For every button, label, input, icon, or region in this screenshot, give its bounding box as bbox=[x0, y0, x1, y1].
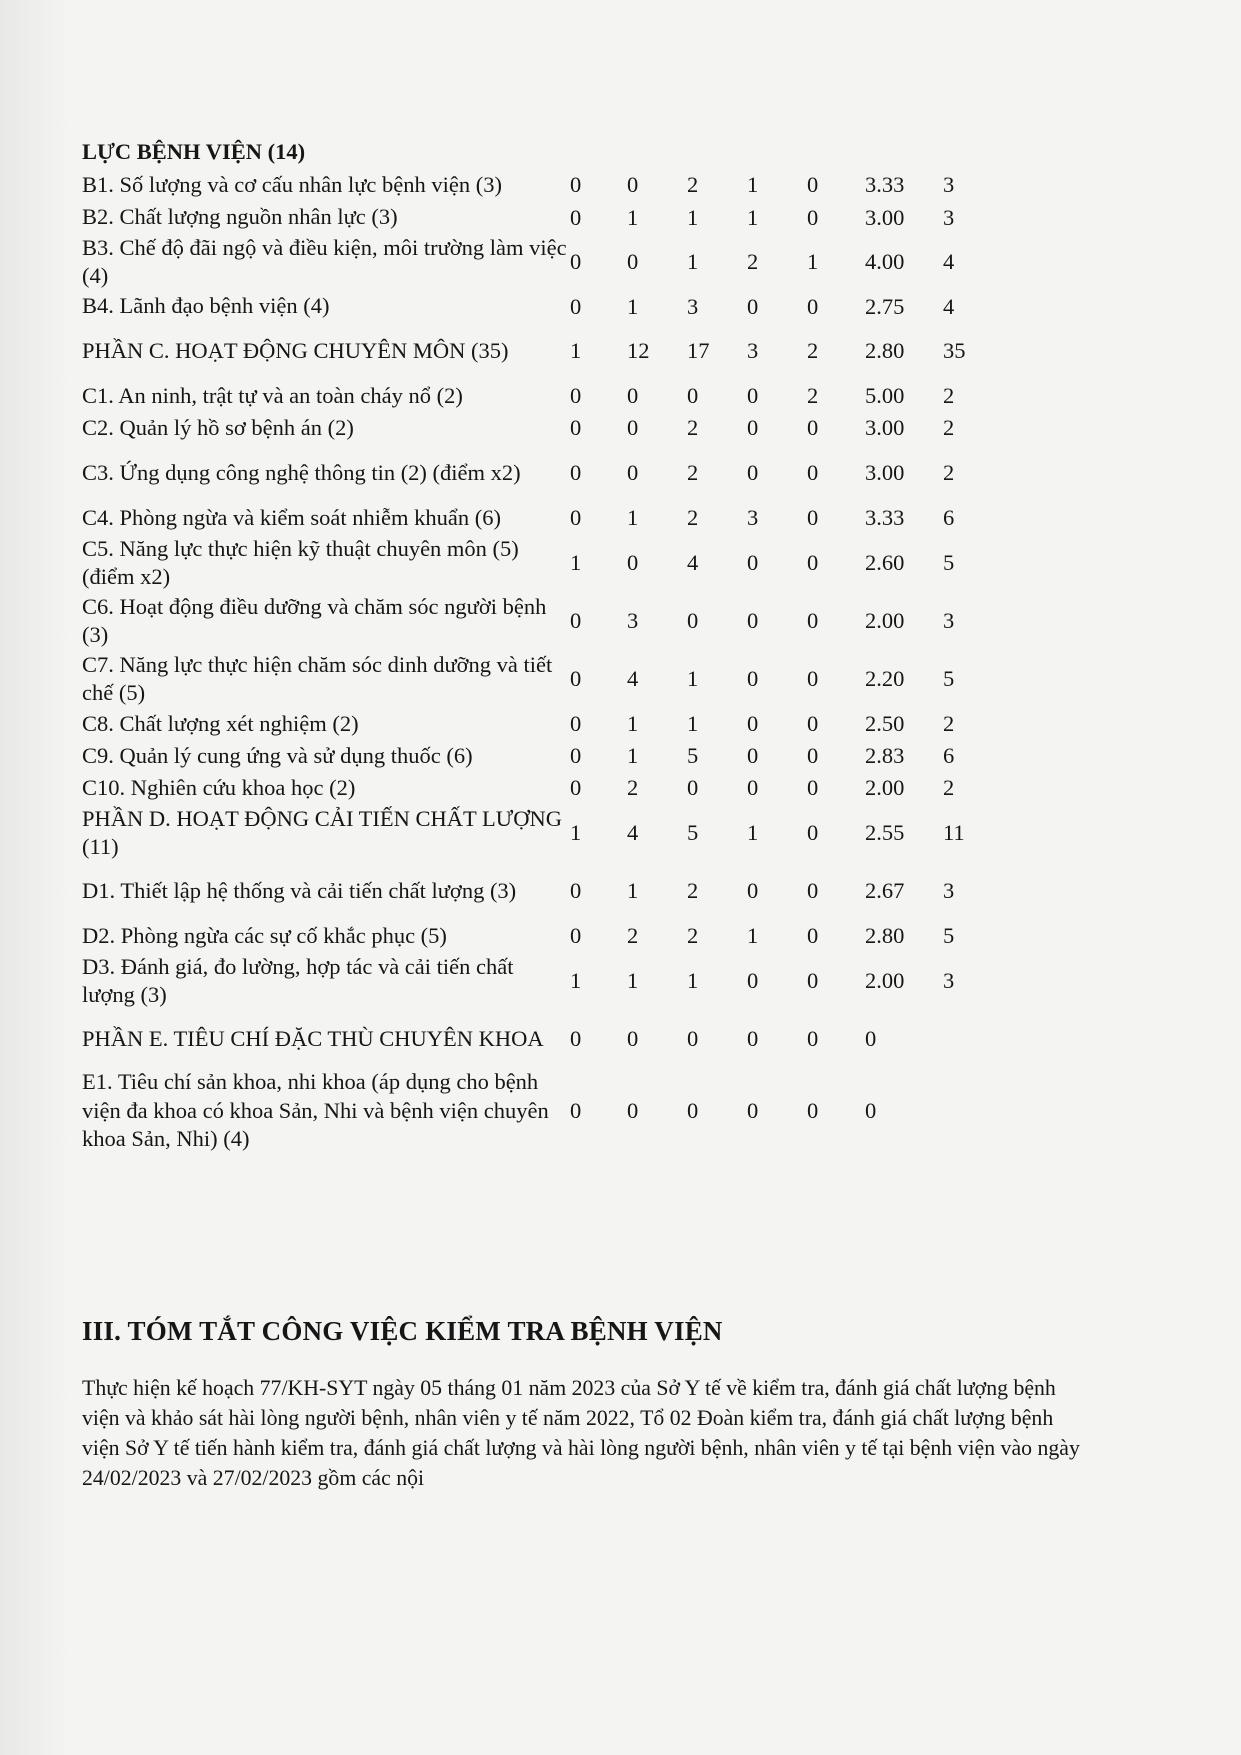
continued-section-label: LỰC BỆNH VIỆN (14) bbox=[82, 139, 306, 164]
value-cell: 0 bbox=[807, 550, 819, 575]
value-cell: 5 bbox=[687, 743, 699, 768]
criterion-label: C9. Quản lý cung ứng và sử dụng thuốc (6) bbox=[82, 742, 473, 768]
value-cell: 2.55 bbox=[865, 820, 905, 845]
value-cell: 35 bbox=[943, 338, 966, 363]
value-cell: 2.00 bbox=[865, 968, 905, 993]
value-cell: 0 bbox=[807, 293, 819, 319]
value-cell: 1 bbox=[687, 204, 699, 230]
value-cell: 0 bbox=[570, 666, 582, 691]
value-cell: 0 bbox=[807, 820, 819, 845]
value-cell: 3 bbox=[943, 172, 955, 197]
value-cell: 2.83 bbox=[865, 743, 905, 768]
value-cell: 3 bbox=[747, 505, 759, 530]
value-cell: 0 bbox=[807, 711, 819, 736]
value-cell: 5 bbox=[943, 666, 955, 691]
value-cell: 1 bbox=[627, 878, 639, 903]
value-cell: 0 bbox=[807, 878, 819, 903]
value-cell: 12 bbox=[627, 338, 650, 363]
value-cell: 0 bbox=[687, 1026, 699, 1051]
value-cell: 0 bbox=[570, 204, 582, 230]
criterion-label: D3. Đánh giá, đo lường, hợp tác và cải tiến chất lượng (3) bbox=[82, 953, 514, 1007]
value-cell: 0 bbox=[865, 1098, 877, 1123]
criterion-label: D2. Phòng ngừa các sự cố khắc phục (5) bbox=[82, 922, 447, 948]
value-cell: 1 bbox=[570, 550, 582, 575]
criterion-label: C6. Hoạt động điều dưỡng và chăm sóc người bệnh (3) bbox=[82, 593, 547, 647]
value-cell: 0 bbox=[807, 775, 819, 800]
value-cell: 0 bbox=[570, 743, 582, 768]
value-cell: 4 bbox=[627, 666, 639, 691]
table-row bbox=[82, 650, 1002, 708]
value-cell: 0 bbox=[807, 1098, 819, 1123]
value-cell: 3 bbox=[687, 293, 699, 319]
value-cell: 3 bbox=[627, 608, 639, 633]
value-cell: 11 bbox=[943, 820, 965, 845]
value-cell: 2.00 bbox=[865, 775, 905, 800]
value-cell: 3 bbox=[943, 204, 955, 230]
criterion-label: D1. Thiết lập hệ thống và cải tiến chất lượng (3) bbox=[82, 877, 517, 903]
value-cell: 1 bbox=[627, 968, 639, 993]
value-cell: 4 bbox=[627, 820, 639, 845]
value-cell: 0 bbox=[570, 460, 582, 485]
value-cell: 0 bbox=[627, 383, 639, 408]
value-cell: 6 bbox=[943, 743, 955, 768]
value-cell: 2.80 bbox=[865, 338, 905, 363]
value-cell: 1 bbox=[627, 204, 639, 230]
criterion-label: PHẦN C. HOẠT ĐỘNG CHUYÊN MÔN (35) bbox=[82, 337, 509, 363]
table-row bbox=[82, 202, 1002, 233]
value-cell: 0 bbox=[747, 293, 759, 319]
value-cell: 5.00 bbox=[865, 383, 905, 408]
value-cell: 2 bbox=[943, 711, 955, 736]
value-cell: 2 bbox=[943, 383, 955, 408]
value-cell: 3.33 bbox=[865, 505, 905, 530]
value-cell: 1 bbox=[570, 338, 582, 363]
value-cell: 0 bbox=[807, 666, 819, 691]
criterion-label: B3. Chế độ đãi ngộ và điều kiện, môi trường làm việc (4) bbox=[82, 234, 567, 288]
value-cell: 2 bbox=[943, 460, 955, 485]
value-cell: 0 bbox=[570, 415, 582, 440]
value-cell: 4 bbox=[943, 293, 955, 319]
value-cell: 0 bbox=[807, 743, 819, 768]
value-cell: 0 bbox=[807, 172, 819, 197]
section-heading: III. TÓM TẮT CÔNG VIỆC KIỂM TRA BỆNH VIỆN bbox=[82, 1316, 723, 1346]
table-row bbox=[82, 708, 1002, 740]
table-row bbox=[82, 1068, 1002, 1154]
value-cell: 0 bbox=[747, 415, 759, 440]
value-cell: 2 bbox=[687, 878, 699, 903]
value-cell: 2.67 bbox=[865, 878, 905, 903]
table-row bbox=[82, 772, 1002, 804]
value-cell: 0 bbox=[627, 460, 639, 485]
value-cell: 2 bbox=[687, 415, 699, 440]
value-cell: 2 bbox=[687, 505, 699, 530]
table-row bbox=[82, 168, 1002, 202]
value-cell: 2 bbox=[627, 775, 639, 800]
value-cell: 2 bbox=[943, 775, 955, 800]
value-cell: 1 bbox=[687, 968, 699, 993]
value-cell: 0 bbox=[570, 1026, 582, 1051]
value-cell: 0 bbox=[747, 711, 759, 736]
value-cell: 0 bbox=[570, 608, 582, 633]
value-cell: 0 bbox=[570, 775, 582, 800]
value-cell: 4 bbox=[943, 249, 955, 274]
criterion-label: B2. Chất lượng nguồn nhân lực (3) bbox=[82, 204, 398, 230]
value-cell: 0 bbox=[747, 608, 759, 633]
table-row bbox=[82, 444, 1002, 502]
value-cell: 0 bbox=[747, 383, 759, 408]
value-cell: 2 bbox=[943, 415, 955, 440]
criterion-label: C3. Ứng dụng công nghệ thông tin (2) (điểm x2) bbox=[82, 459, 521, 485]
value-cell: 2.80 bbox=[865, 923, 905, 948]
value-cell: 0 bbox=[807, 923, 819, 948]
value-cell: 0 bbox=[747, 1098, 759, 1123]
value-cell: 2.60 bbox=[865, 550, 905, 575]
value-cell: 4 bbox=[687, 550, 699, 575]
value-cell: 2.00 bbox=[865, 608, 905, 633]
value-cell: 0 bbox=[687, 1098, 699, 1123]
criterion-label: PHẦN D. HOẠT ĐỘNG CẢI TIẾN CHẤT LƯỢNG (11) bbox=[82, 805, 562, 859]
value-cell: 0 bbox=[570, 878, 582, 903]
value-cell: 3 bbox=[943, 968, 955, 993]
value-cell: 2.20 bbox=[865, 666, 905, 691]
value-cell: 5 bbox=[687, 820, 699, 845]
criterion-label: B1. Số lượng và cơ cấu nhân lực bệnh viện (3) bbox=[82, 171, 502, 197]
criterion-label: B4. Lãnh đạo bệnh viện (4) bbox=[82, 293, 330, 319]
value-cell: 1 bbox=[807, 249, 819, 274]
value-cell: 0 bbox=[807, 968, 819, 993]
value-cell: 2 bbox=[807, 338, 819, 363]
value-cell: 2 bbox=[747, 249, 759, 274]
value-cell: 0 bbox=[747, 550, 759, 575]
value-cell: 0 bbox=[627, 1098, 639, 1123]
table-row bbox=[82, 412, 1002, 444]
value-cell: 0 bbox=[807, 505, 819, 530]
criterion-label: PHẦN E. TIÊU CHÍ ĐẶC THÙ CHUYÊN KHOA bbox=[82, 1025, 544, 1051]
value-cell: 0 bbox=[807, 1026, 819, 1051]
value-cell: 0 bbox=[627, 172, 639, 197]
value-cell: 0 bbox=[627, 1026, 639, 1051]
value-cell: 0 bbox=[865, 1026, 877, 1051]
value-cell: 0 bbox=[570, 1098, 582, 1123]
value-cell: 1 bbox=[687, 249, 699, 274]
value-cell: 0 bbox=[807, 460, 819, 485]
value-cell: 2.50 bbox=[865, 711, 905, 736]
value-cell: 2 bbox=[807, 383, 819, 408]
criterion-label: C1. An ninh, trật tự và an toàn cháy nổ (2) bbox=[82, 382, 463, 408]
value-cell: 1 bbox=[747, 204, 759, 230]
table-row bbox=[82, 380, 1002, 412]
value-cell: 1 bbox=[627, 505, 639, 530]
criterion-label: C5. Năng lực thực hiện kỹ thuật chuyên môn (5) (điểm x2) bbox=[82, 535, 519, 589]
criterion-label: C7. Năng lực thực hiện chăm sóc dinh dưỡng và tiết chế (5) bbox=[82, 651, 553, 705]
value-cell: 0 bbox=[627, 415, 639, 440]
value-cell: 1 bbox=[570, 968, 582, 993]
value-cell: 0 bbox=[570, 249, 582, 274]
value-cell: 3 bbox=[747, 338, 759, 363]
value-cell: 3 bbox=[943, 878, 955, 903]
value-cell: 0 bbox=[747, 1026, 759, 1051]
table-row bbox=[82, 322, 1002, 380]
value-cell: 4.00 bbox=[865, 249, 905, 274]
table-row bbox=[82, 592, 1002, 650]
value-cell: 3 bbox=[943, 608, 955, 633]
value-cell: 1 bbox=[570, 820, 582, 845]
value-cell: 1 bbox=[687, 711, 699, 736]
value-cell: 0 bbox=[807, 415, 819, 440]
table-row bbox=[82, 804, 1002, 862]
value-cell: 0 bbox=[687, 608, 699, 633]
value-cell: 0 bbox=[747, 775, 759, 800]
criteria-table bbox=[82, 168, 1002, 1154]
table-row bbox=[82, 740, 1002, 772]
value-cell: 0 bbox=[807, 608, 819, 633]
value-cell: 1 bbox=[627, 293, 639, 319]
value-cell: 2 bbox=[687, 460, 699, 485]
criterion-label: C2. Quản lý hồ sơ bệnh án (2) bbox=[82, 414, 354, 440]
value-cell: 0 bbox=[747, 743, 759, 768]
table-row bbox=[82, 1010, 1002, 1068]
scan-shadow bbox=[0, 0, 70, 1755]
value-cell: 0 bbox=[687, 383, 699, 408]
value-cell: 3.00 bbox=[865, 204, 905, 230]
value-cell: 0 bbox=[747, 460, 759, 485]
value-cell: 5 bbox=[943, 923, 955, 948]
criterion-label: C4. Phòng ngừa và kiểm soát nhiễm khuẩn (6) bbox=[82, 504, 502, 530]
value-cell: 1 bbox=[747, 820, 759, 845]
value-cell: 3.00 bbox=[865, 460, 905, 485]
value-cell: 2.75 bbox=[865, 293, 905, 319]
value-cell: 1 bbox=[627, 711, 639, 736]
value-cell: 5 bbox=[943, 550, 955, 575]
value-cell: 0 bbox=[570, 172, 582, 197]
summary-paragraph: Thực hiện kế hoạch 77/KH-SYT ngày 05 tháng 01 năm 2023 của Sở Y tế về kiểm tra, đánh giá chất lượng bệnh viện và khảo sát hài lòng người bệnh, nhân viên y tế năm 2022, Tổ 02 Đoàn kiểm tra, đánh giá chất lượng bệnh viện Sở Y tế tiến hành kiểm tra, đánh giá chất lượng và hài lòng người bệnh, nhân viên y tế tại bệnh viện vào ngày 24/02/2023 và 27/02/2023 gồm các nội bbox=[82, 1376, 1080, 1490]
criterion-label: E1. Tiêu chí sản khoa, nhi khoa (áp dụng cho bệnh viện đa khoa có khoa Sản, Nhi và bệnh viện chuyên khoa Sản, Nhi) (4) bbox=[82, 1069, 549, 1152]
criterion-label: C10. Nghiên cứu khoa học (2) bbox=[82, 774, 356, 800]
table-row bbox=[82, 291, 1002, 322]
value-cell: 3.33 bbox=[865, 172, 905, 197]
value-cell: 2 bbox=[687, 172, 699, 197]
value-cell: 0 bbox=[570, 293, 582, 319]
table-row bbox=[82, 233, 1002, 291]
table-row bbox=[82, 862, 1002, 920]
value-cell: 1 bbox=[687, 666, 699, 691]
value-cell: 0 bbox=[570, 383, 582, 408]
value-cell: 0 bbox=[807, 204, 819, 230]
value-cell: 0 bbox=[570, 923, 582, 948]
value-cell: 0 bbox=[627, 550, 639, 575]
value-cell: 0 bbox=[627, 249, 639, 274]
criterion-label: C8. Chất lượng xét nghiệm (2) bbox=[82, 710, 359, 736]
value-cell: 1 bbox=[747, 172, 759, 197]
value-cell: 0 bbox=[570, 711, 582, 736]
value-cell: 0 bbox=[747, 666, 759, 691]
value-cell: 3.00 bbox=[865, 415, 905, 440]
table-row bbox=[82, 952, 1002, 1010]
value-cell: 2 bbox=[627, 923, 639, 948]
table-row bbox=[82, 534, 1002, 592]
table-row bbox=[82, 502, 1002, 534]
value-cell: 6 bbox=[943, 505, 955, 530]
value-cell: 1 bbox=[627, 743, 639, 768]
value-cell: 0 bbox=[570, 505, 582, 530]
value-cell: 2 bbox=[687, 923, 699, 948]
value-cell: 17 bbox=[687, 338, 710, 363]
value-cell: 0 bbox=[687, 775, 699, 800]
value-cell: 0 bbox=[747, 968, 759, 993]
table-row bbox=[82, 920, 1002, 952]
value-cell: 1 bbox=[747, 923, 759, 948]
value-cell: 0 bbox=[747, 878, 759, 903]
